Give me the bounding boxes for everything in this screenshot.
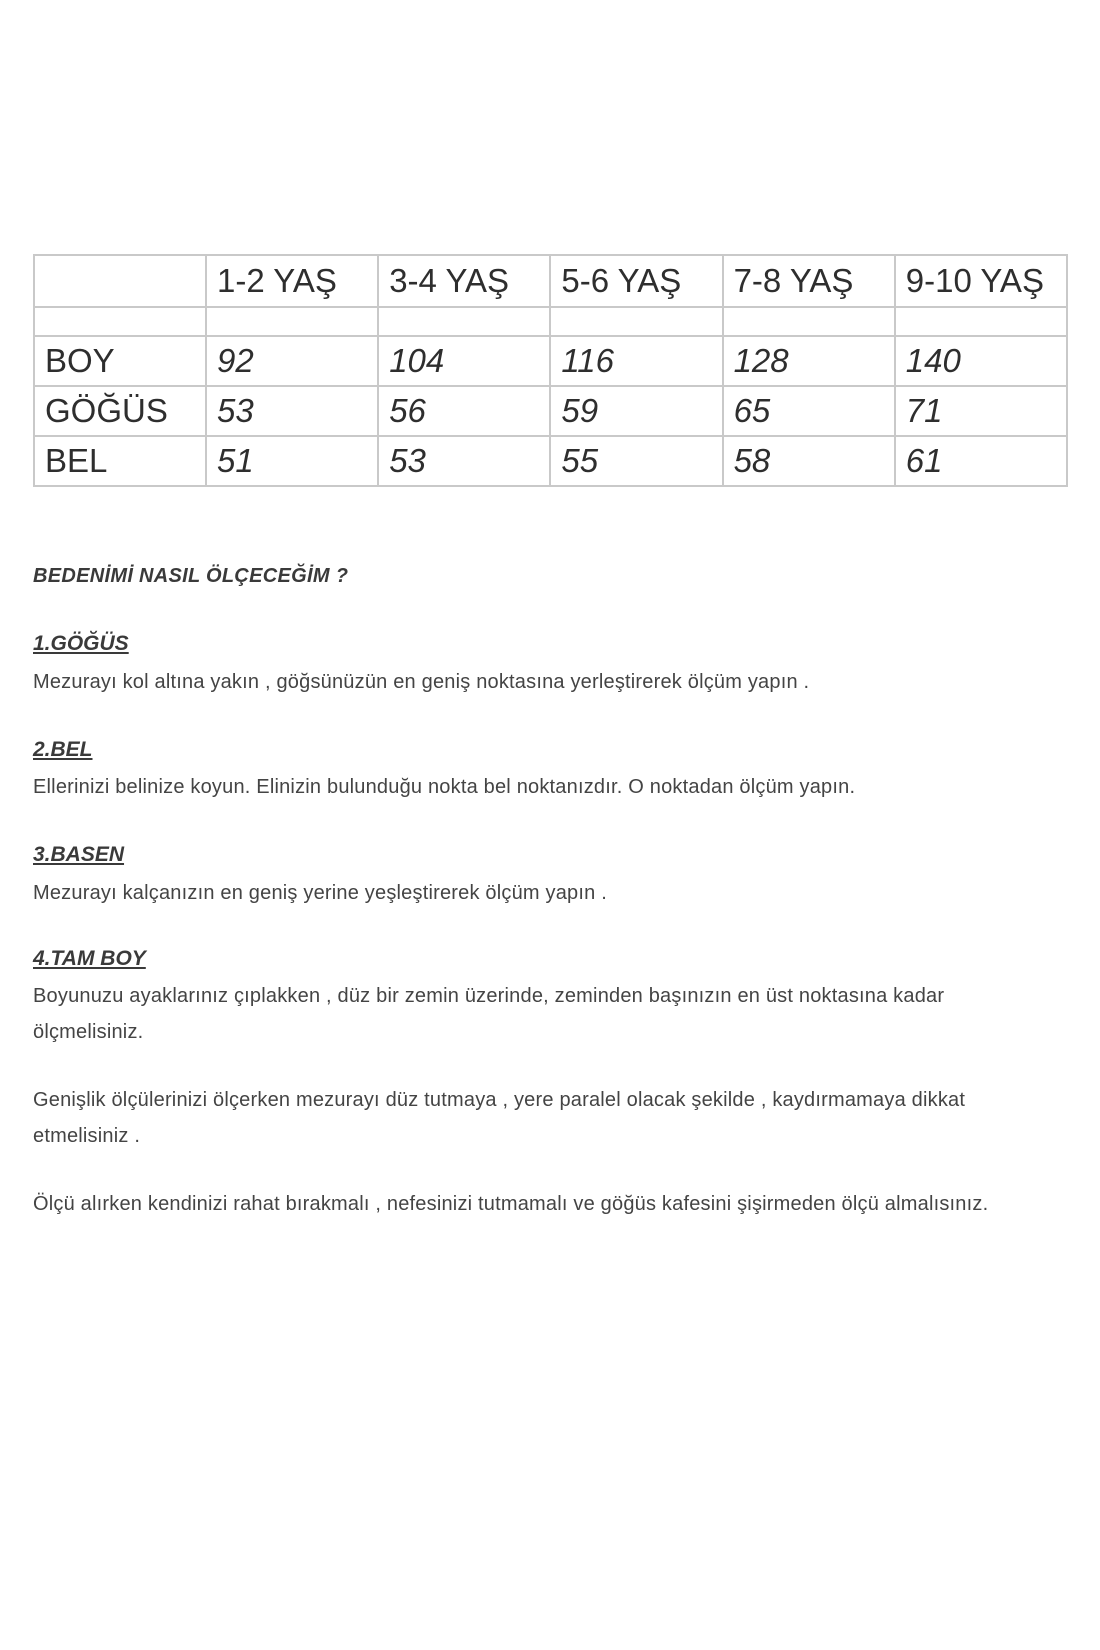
table-cell: 59 [550, 386, 722, 436]
size-chart-table [33, 254, 1068, 487]
section-title-waist: 2.BEL [33, 738, 93, 761]
note-paragraph: Genişlik ölçülerinizi ölçerken mezurayı düz tutmaya , yere paralel olacak şekilde , kaydırmamaya dikkat etmelisiniz . [33, 1089, 966, 1147]
section-title-hip: 3.BASEN [33, 843, 125, 866]
row-label: GÖĞÜS [34, 386, 206, 436]
table-cell: 55 [550, 436, 722, 486]
table-cell: 128 [723, 336, 895, 386]
note-paragraph: Ölçü alırken kendinizi rahat bırakmalı , nefesinizi tutmamalı ve göğüs kafesini şişirmeden ölçü almalısınız. [33, 1193, 989, 1215]
table-cell: 116 [550, 336, 722, 386]
table-row [34, 436, 1067, 486]
table-header-age: 3-4 YAŞ [378, 255, 550, 307]
section-text-chest: Mezurayı kol altına yakın , göğsünüzün en geniş noktasına yerleştirerek ölçüm yapın . [33, 671, 810, 693]
table-header-age: 1-2 YAŞ [206, 255, 378, 307]
table-cell: 65 [723, 386, 895, 436]
table-cell: 140 [895, 336, 1067, 386]
row-label: BEL [34, 436, 206, 486]
table-cell: 104 [378, 336, 550, 386]
section-text-hip: Mezurayı kalçanızın en geniş yerine yeşleştirerek ölçüm yapın . [33, 882, 607, 904]
table-cell: 58 [723, 436, 895, 486]
guide-title: BEDENİMİ NASIL ÖLÇECEĞİM ? [33, 565, 349, 587]
table-cell: 92 [206, 336, 378, 386]
table-cell: 53 [206, 386, 378, 436]
table-row [34, 336, 1067, 386]
table-cell: 51 [206, 436, 378, 486]
table-header-age: 7-8 YAŞ [723, 255, 895, 307]
section-text-waist: Ellerinizi belinize koyun. Elinizin bulunduğu nokta bel noktanızdır. O noktadan ölçüm yapın. [33, 776, 856, 798]
section-title-chest: 1.GÖĞÜS [33, 632, 129, 655]
table-header-row [34, 255, 1067, 307]
table-header-empty [34, 255, 206, 307]
row-label: BOY [34, 336, 206, 386]
table-header-age: 9-10 YAŞ [895, 255, 1067, 307]
section-text-height: Boyunuzu ayaklarınız çıplakken , düz bir zemin üzerinde, zeminden başınızın en üst noktasına kadar ölçmelisiniz. [33, 985, 945, 1043]
table-cell: 53 [378, 436, 550, 486]
table-header-age: 5-6 YAŞ [550, 255, 722, 307]
table-cell: 71 [895, 386, 1067, 436]
section-title-height: 4.TAM BOY [33, 947, 146, 970]
table-cell: 56 [378, 386, 550, 436]
table-cell: 61 [895, 436, 1067, 486]
table-spacer-row [34, 307, 1067, 336]
table-row [34, 386, 1067, 436]
